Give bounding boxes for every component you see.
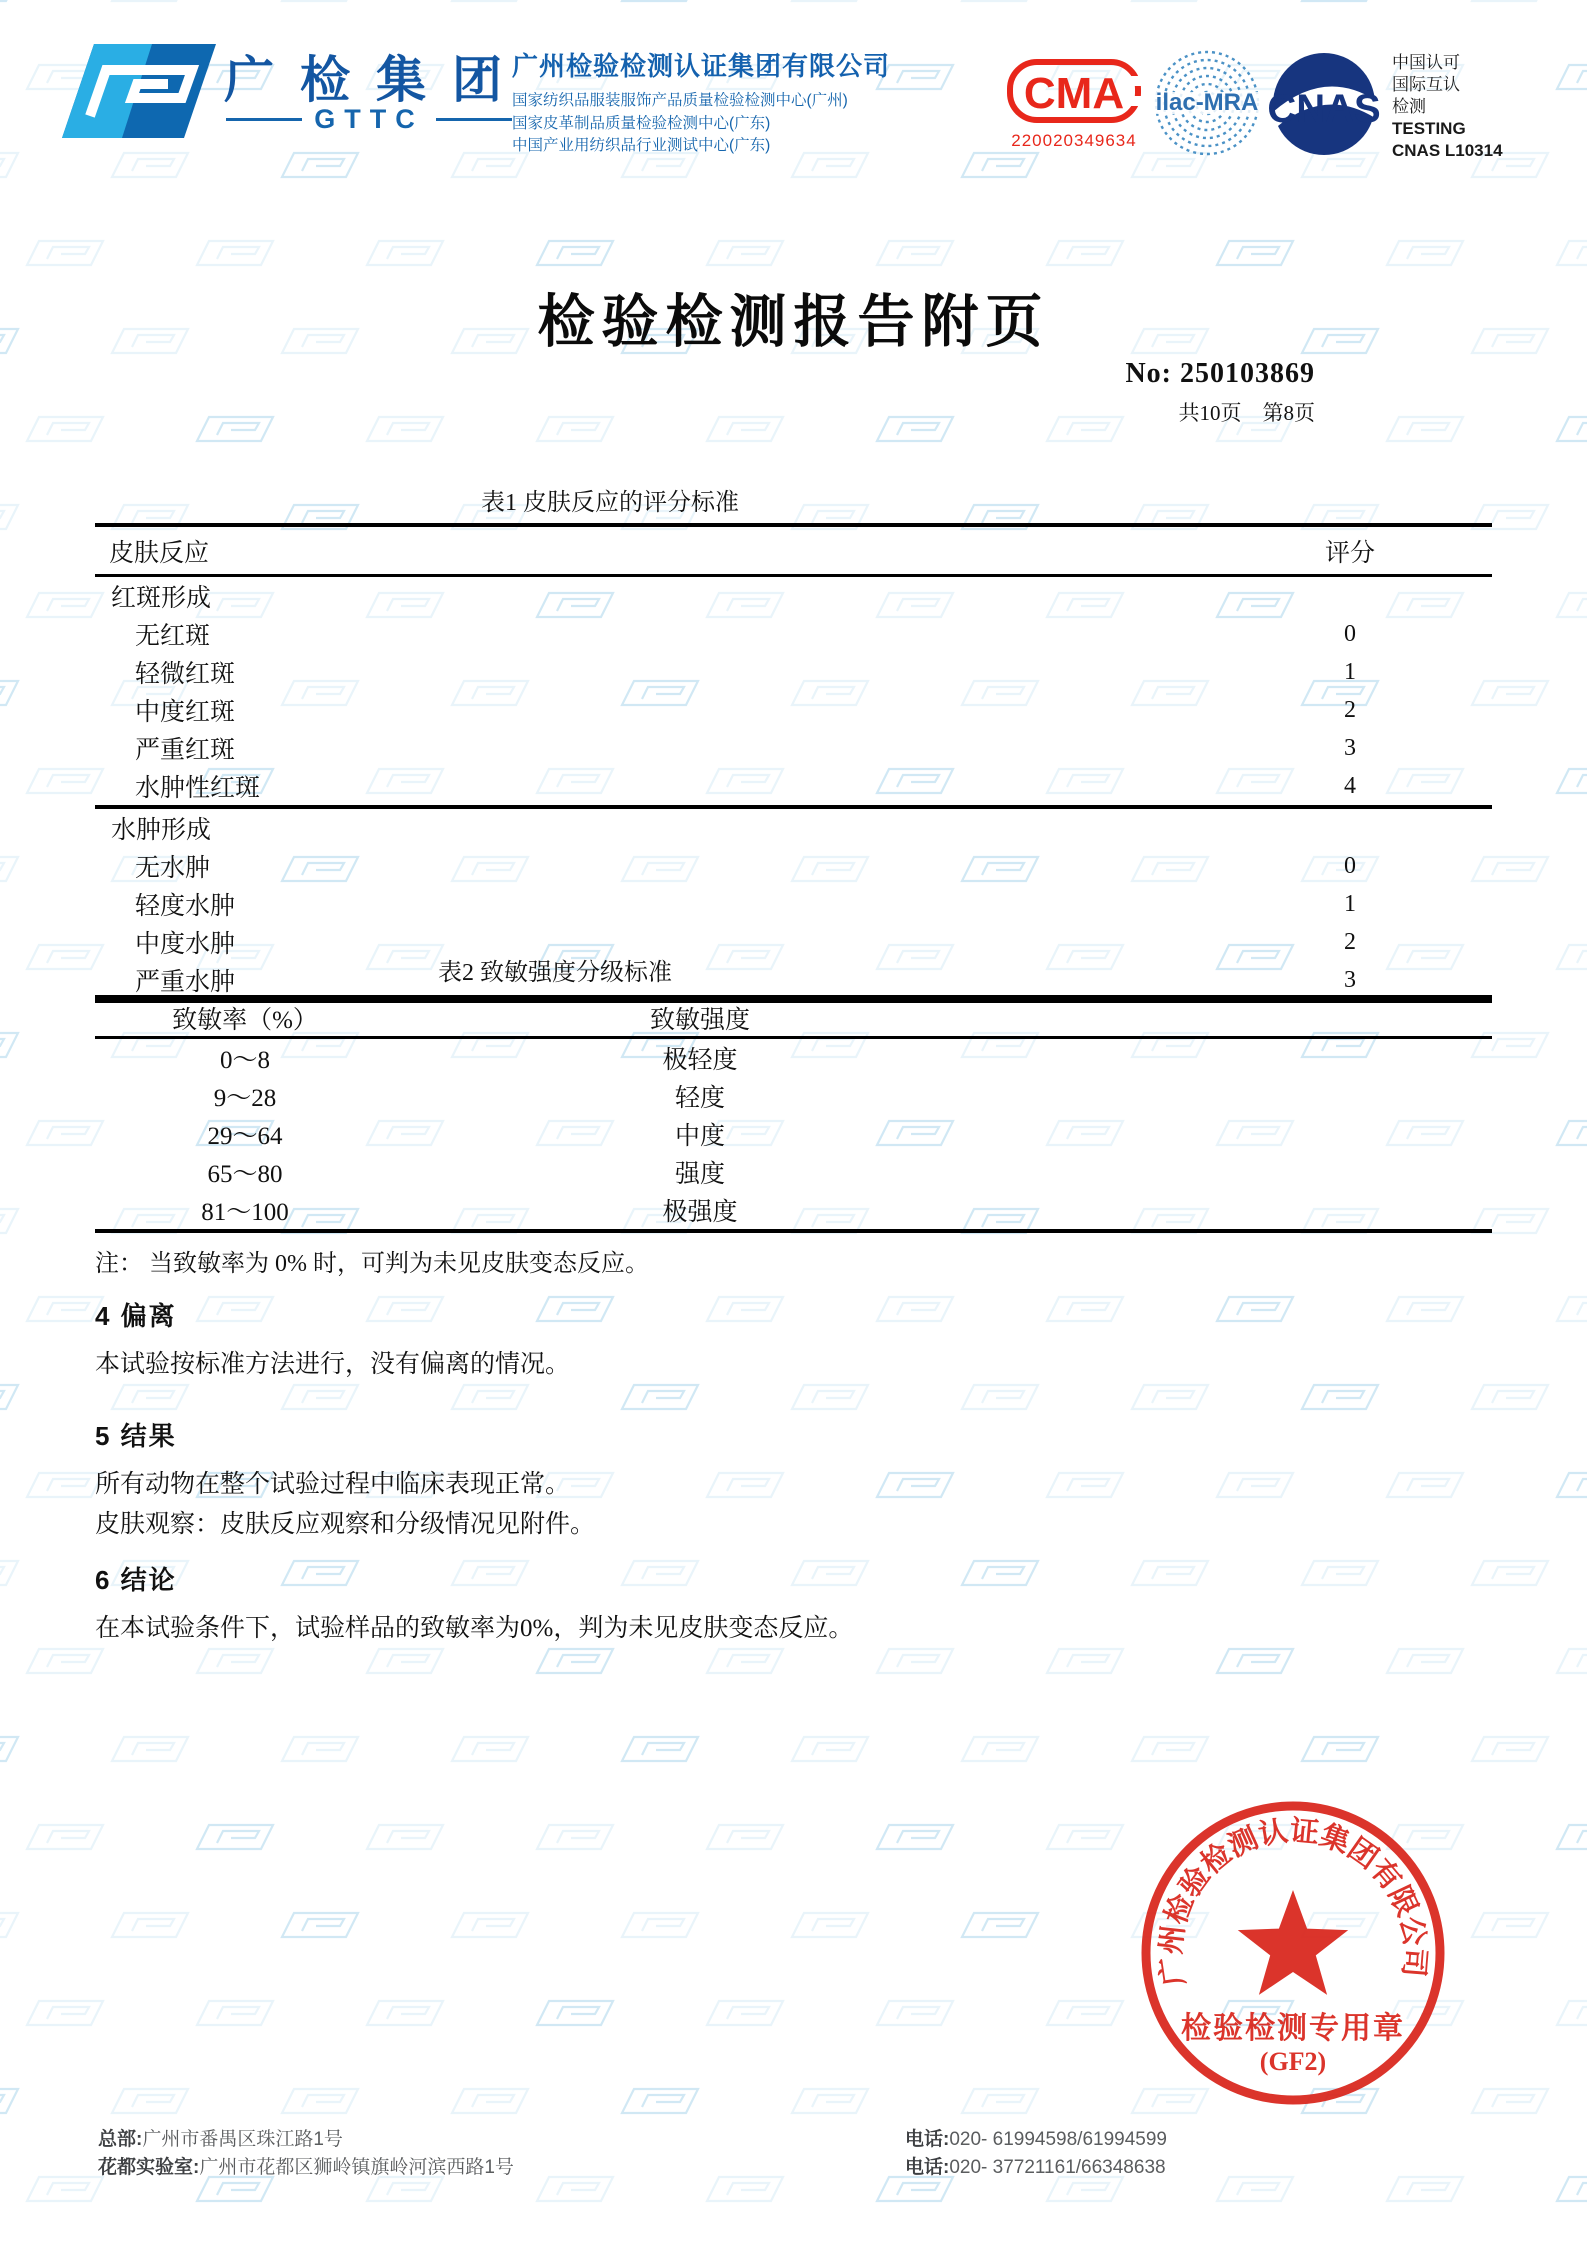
report-number: No: 250103869 [1125,358,1315,389]
footer-phone-label-1: 电话: [905,2129,950,2150]
cnas-icon [1268,50,1380,158]
accreditation-testing: TESTING [1392,119,1466,138]
accreditation-cnas-no: CNAS L10314 [1392,141,1503,160]
table-row: 无红斑 0 [135,620,1356,650]
footer-phone-label-2: 电话: [905,2157,950,2178]
table1-col2-header: 评分 [1324,539,1375,567]
accreditation-line-1: 中国认可 [1392,53,1460,72]
seal-star-icon [1238,1890,1348,1995]
section-heading: 5 结果 [95,1421,177,1451]
footer-lab-label: 花都实验室: [98,2157,200,2178]
section-text: 皮肤观察：皮肤反应观察和分级情况见附件。 [95,1511,596,1538]
table2-bottom-border [95,1229,1492,1233]
footer-phone-value-1: 020- 61994598/61994599 [949,2129,1167,2150]
footer-phone-value-2: 020- 37721161/66348638 [949,2157,1166,2178]
page-count: 共10页 第8页 [1178,401,1315,425]
table2-col1-header: 致敏率（%） [172,1006,318,1034]
seal-code-text: (GF2) [1259,2047,1327,2076]
company-subtitle-1: 国家纺织品服装服饰产品质量检验检测中心(广州) [512,92,848,109]
table1-skin-reaction-scores [95,482,1492,1003]
table-row: 0～8 极轻度 [219,1047,738,1074]
cnas-mark [1268,50,1380,163]
section-heading: 4 偏离 [95,1301,177,1331]
table2-sensitization-grades [95,952,1492,1278]
section-text: 在本试验条件下，试验样品的致敏率为0%，判为未见皮肤变态反应。 [95,1615,854,1642]
ilac-mra-label: ilac-MRA [1155,89,1259,116]
table-row: 红斑形成 [111,585,212,612]
table1-header-row [95,523,1492,577]
footer-hq-value: 广州市番禺区珠江路1号 [142,2129,343,2150]
section-conclusion [95,1560,1395,1649]
table-row: 严重水肿 3 [135,966,1356,996]
seal-purpose-text: 检验检测专用章 [1181,2012,1405,2045]
footer-lab-value: 广州市花都区狮岭镇旗岭河滨西路1号 [199,2157,514,2178]
section-text: 本试验按标准方法进行，没有偏离的情况。 [95,1351,571,1378]
accreditation-block [1392,52,1582,162]
table-row: 9～28 轻度 [213,1085,725,1112]
page-title: 检验检测报告附页 [537,291,1050,354]
cma-icon [1006,58,1142,124]
footer-phone-line-1 [905,2126,1167,2154]
accreditation-line-2: 国际互认 [1392,75,1460,94]
table-row: 轻度水肿 1 [135,890,1356,920]
brand-subtitle-row [226,104,512,135]
section-results [95,1416,1395,1545]
seal-ring-text: 广州检验检测认证集团有限公司 [1155,1815,1431,1988]
gttc-logo-icon [60,42,218,140]
table1-col1-header: 皮肤反应 [109,539,210,567]
table-row: 中度红斑 2 [135,696,1356,726]
footer-addresses [98,2126,514,2182]
company-subtitle-2: 国家皮革制品质量检验检测中心(广东) [512,114,771,132]
table-row: 轻微红斑 1 [135,658,1356,688]
table2-note: 注： 当致敏率为 0% 时，可判为未见皮肤变态反应。 [95,1251,649,1277]
table-row: 65～80 强度 [207,1161,725,1188]
table2-caption: 表2 致敏强度分级标准 [438,960,672,986]
company-name: 广州检验检测认证集团有限公司 [512,51,891,81]
section-text: 所有动物在整个试验过程中临床表现正常。 [95,1471,571,1498]
company-subtitles [512,90,1012,158]
table-row: 严重红斑 3 [135,734,1356,764]
cma-mark [1006,58,1142,151]
report-number-block [1000,358,1315,427]
left-dash [226,118,302,121]
company-subtitle-3: 中国产业用纺织品行业测试中心(广东) [512,137,771,154]
right-dash [436,118,512,121]
table-row: 无水肿 0 [135,852,1356,882]
table2-col2-header: 致敏强度 [649,1006,750,1034]
company-seal [1138,1798,1448,2108]
footer-hq-line [98,2126,514,2154]
brand-name: 广检集团 [224,52,528,108]
footer-lab-line [98,2154,514,2182]
table-row: 29～64 中度 [207,1123,725,1150]
table1-caption: 表1 皮肤反应的评分标准 [481,490,739,516]
footer-hq-label: 总部: [98,2129,143,2150]
table-row: 水肿形成 [111,817,212,844]
cnas-label: CNAS [1268,87,1380,131]
cma-label: CMA [1023,69,1125,118]
brand-acronym: GTTC [314,104,424,134]
table-row: 水肿性红斑 4 [135,772,1356,802]
table2-header-row [95,995,1492,1039]
accreditation-line-3: 检测 [1392,97,1426,116]
table-row: 中度水肿 2 [135,928,1356,958]
ilac-mra-icon [1152,48,1262,158]
ilac-mra-mark [1152,48,1262,163]
cma-number: 220020349634 [1011,131,1137,150]
table-row: 81～100 极强度 [201,1199,738,1226]
section-heading: 6 结论 [95,1565,177,1595]
footer-phones [905,2126,1167,2182]
section-deviation [95,1296,1395,1385]
company-block [512,46,1012,158]
footer-phone-line-2 [905,2154,1167,2182]
